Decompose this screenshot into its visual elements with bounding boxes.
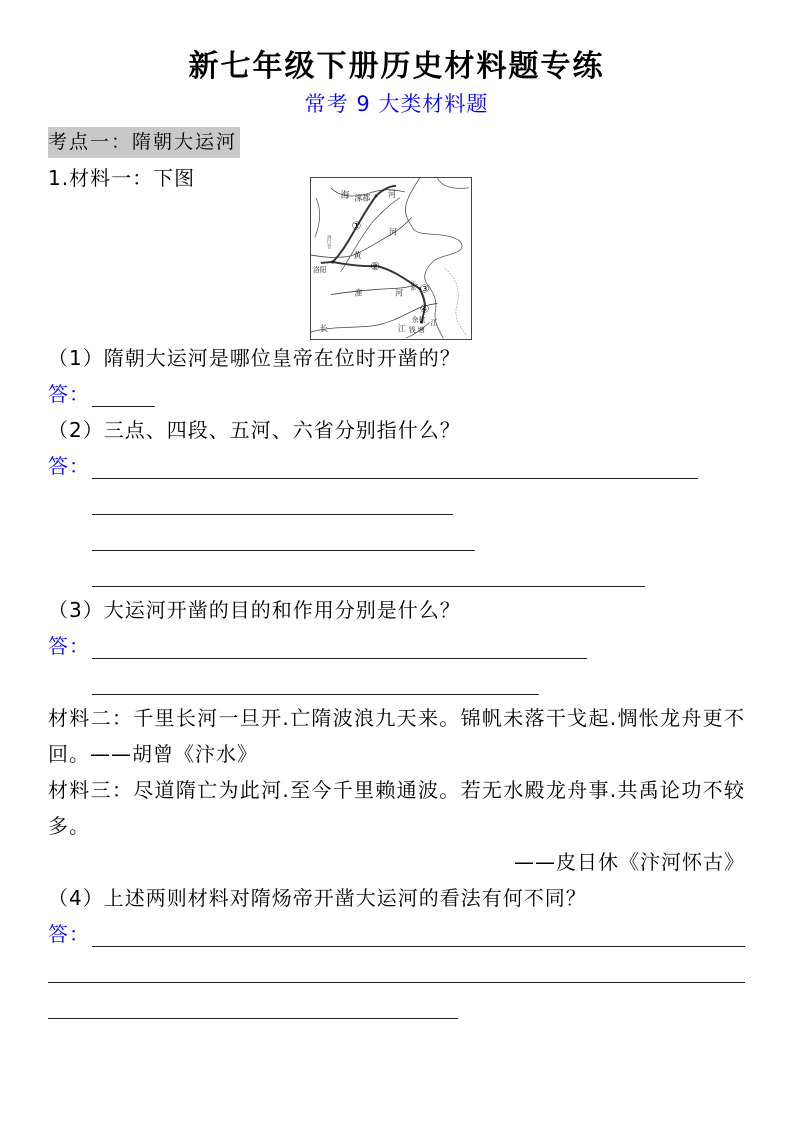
map-city-luoyang xyxy=(331,260,334,263)
map-river-west xyxy=(315,198,320,238)
map-label-jiang: 江 xyxy=(397,324,406,334)
map-label-qiantang: 钱塘 xyxy=(408,326,427,335)
map-label-river-top: 河 xyxy=(388,189,396,199)
map-label-river-mid: 河 xyxy=(389,227,397,237)
page-subtitle: 常考 9 大类材料题 xyxy=(304,92,489,116)
answer-blank-line xyxy=(92,550,475,551)
answer-label-4: 答： xyxy=(48,922,90,946)
answer-label-2: 答： xyxy=(48,454,90,478)
map-label-jiangdu: 江都 xyxy=(409,280,416,291)
map-marker-4: ④ xyxy=(419,302,430,316)
map-label-yuhang: 余杭 xyxy=(411,316,426,325)
material3-source: ——皮日休《汴河怀古》 xyxy=(514,850,745,874)
page-title: 新七年级下册历史材料题专练 xyxy=(188,49,605,84)
material2-line-1: 材料二：千里长河一旦开.亡隋波浪九天来。锦帆未落干戈起.惆怅龙舟更不 xyxy=(48,706,745,730)
map-label-jiang2: 江 xyxy=(430,319,438,328)
question-3: （3）大运河开凿的目的和作用分别是什么？ xyxy=(48,598,461,622)
question-2: （2）三点、四段、五河、六省分别指什么？ xyxy=(48,418,461,442)
material2-line-2: 回。——胡曾《汴水》 xyxy=(48,742,258,766)
material3-line-1: 材料三：尽道隋亡为此河.至今千里赖通波。若无水殿龙舟事.共禹论功不较 xyxy=(48,778,745,802)
material1-label: 1.材料一：下图 xyxy=(48,166,196,190)
answer-blank-line xyxy=(92,514,453,515)
map-label-luoyang: 洛阳 xyxy=(312,265,327,274)
section-heading: 考点一：隋朝大运河 xyxy=(48,127,240,158)
answer-blank-line xyxy=(92,658,587,659)
answer-blank-line xyxy=(92,694,539,695)
map-label-luokoucang: 洛口仓 xyxy=(326,235,332,249)
map-marker-3: ③ xyxy=(419,282,430,296)
map-label-zhuojun: 涿郡 xyxy=(354,193,371,203)
map-label-sea: 海 xyxy=(340,190,350,201)
answer-label-1: 答： xyxy=(48,382,90,406)
map-label-huai: 淮 xyxy=(354,288,363,298)
material3-line-2: 多。 xyxy=(48,814,90,838)
answer-blank-line xyxy=(48,1018,458,1019)
answer-blank-line xyxy=(92,586,645,587)
answer-blank-line xyxy=(48,982,745,983)
answer-label-3: 答： xyxy=(48,634,90,658)
map-canvas xyxy=(311,178,471,339)
map-label-river-huai: 河 xyxy=(394,288,403,298)
answer-blank-line xyxy=(92,406,155,407)
map-huai-river xyxy=(331,285,418,295)
map-label-chang: 长 xyxy=(319,324,328,334)
answer-blank-line xyxy=(92,478,698,479)
map-offshore-dotted xyxy=(445,269,467,336)
map-marker-2: ② xyxy=(370,259,381,273)
map-label-huang: 黄 xyxy=(353,251,362,261)
answer-blank-line xyxy=(92,946,745,947)
question-1: （1）隋朝大运河是哪位皇帝在位时开凿的？ xyxy=(48,346,461,370)
question-4: （4）上述两则材料对隋炀帝开凿大运河的看法有何不同？ xyxy=(48,886,587,910)
grand-canal-map xyxy=(310,177,472,340)
map-coastline xyxy=(405,178,462,338)
map-city-zhuojun xyxy=(375,194,378,197)
map-marker-1: ① xyxy=(351,219,362,233)
map-coastline-north xyxy=(437,178,469,188)
